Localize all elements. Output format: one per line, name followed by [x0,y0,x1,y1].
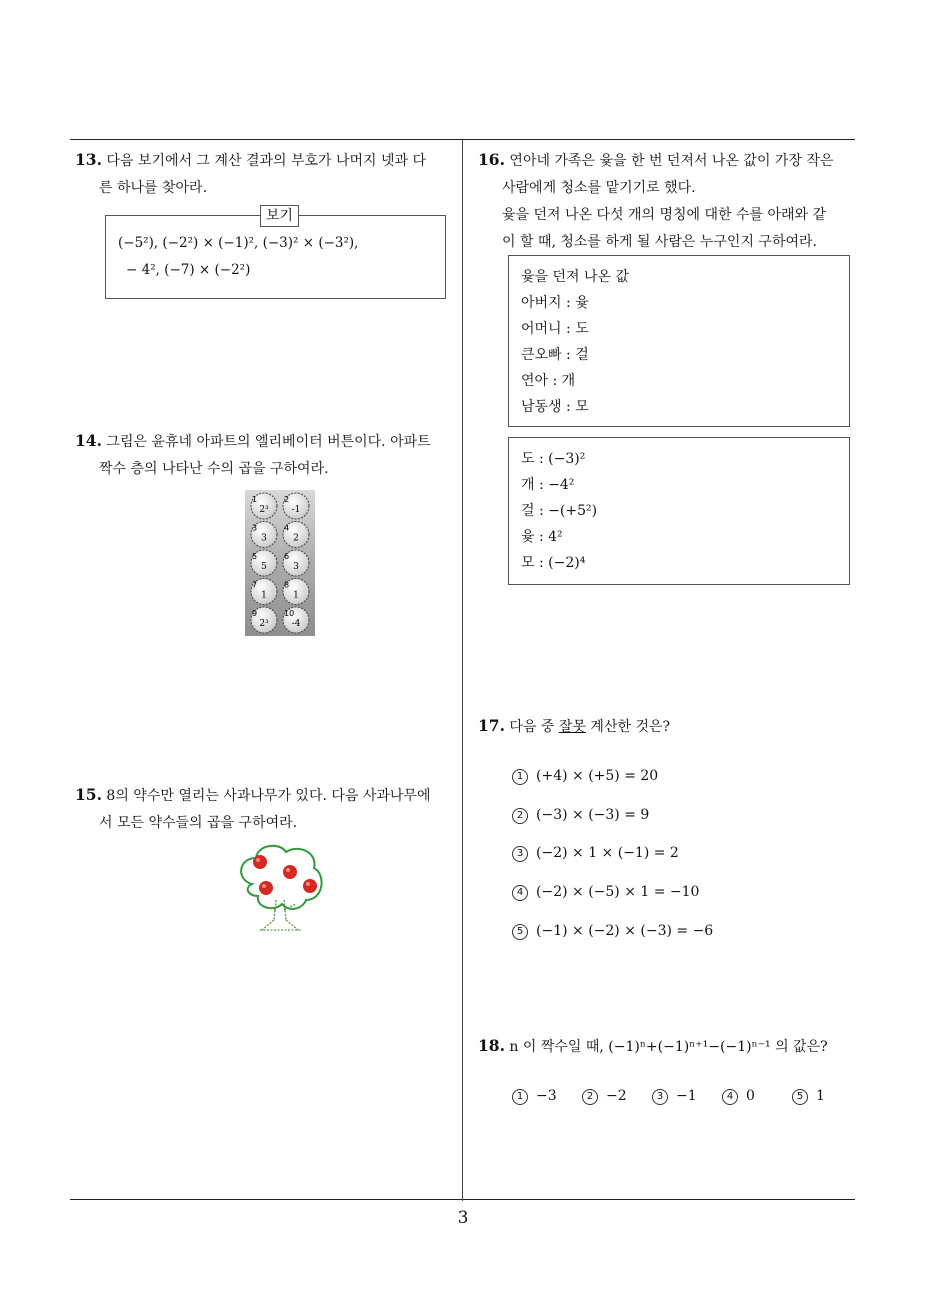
example-box-title: 보기 [260,205,299,227]
column-divider [462,139,463,1201]
box-line: 윷을 던져 나온 값 [521,269,630,285]
elevator-button [251,550,277,576]
box-line: 개 : −4² [521,477,575,493]
question-text: 서 모든 약수들의 곱을 구하여라. [99,815,298,831]
circled-number: 1 [512,1089,528,1105]
choice-text: 1 [816,1088,825,1104]
button-value: -1 [291,505,301,515]
floor-label: 10 [284,609,295,618]
apple-icon [253,855,267,869]
question-number: 15. [75,785,102,804]
button-value: 3 [293,562,299,572]
button-value: 1 [261,590,267,601]
button-value: 2³ [259,505,269,515]
question-text: n 이 짝수일 때, (−1)ⁿ+(−1)ⁿ⁺¹−(−1)ⁿ⁻¹ 의 값은? [509,1039,828,1055]
box-line: 큰오빠 : 걸 [521,347,589,363]
choice-text: −1 [676,1088,697,1104]
box-line: 남동생 : 모 [521,399,589,415]
question-number: 13. [75,150,102,169]
button-value: -4 [291,619,301,629]
box-line: 연아 : 개 [521,373,576,389]
choice-1[interactable] [512,768,658,785]
elevator-button [251,493,277,519]
example-line: (−5²), (−2²) × (−1)², (−3)² × (−3²), [118,235,359,251]
elevator-buttons-image [245,490,315,636]
choice-2[interactable] [512,807,649,824]
question-number: 17. [478,716,505,735]
elevator-button [251,522,277,548]
elevator-button [283,550,309,576]
question-text: 이 할 때, 청소를 하게 될 사람은 누구인지 구하여라. [502,234,817,250]
button-value: 2³ [259,619,269,629]
floor-label: 5 [252,552,258,561]
question-number: 14. [75,431,102,450]
floor-label: 8 [284,580,290,590]
circled-number: 3 [512,846,528,862]
choice-text: (−1) × (−2) × (−3) = −6 [536,923,714,939]
box-line: 아버지 : 윷 [521,295,589,311]
floor-label: 3 [252,523,258,533]
floor-label: 1 [252,495,258,504]
choice-text: (−2) × (−5) × 1 = −10 [536,884,700,900]
question-text: 그림은 윤휴네 아파트의 엘리베이터 버튼이다. 아파트 [106,434,431,450]
underlined-word: 잘못 [558,719,586,735]
choice-text: −3 [536,1088,557,1104]
tree-canopy [241,846,321,909]
circled-number: 3 [652,1089,668,1105]
question-text: 8의 약수만 열리는 사과나무가 있다. 다음 사과나무에 [106,788,431,804]
button-value: 3 [261,533,267,544]
question-text: 른 하나를 찾아라. [99,180,208,196]
box-line: 걸 : −(+5²) [521,503,598,519]
question-text: 사람에게 청소를 맡기기로 했다. [502,180,696,196]
elevator-button [283,522,309,548]
question-number: 18. [478,1036,505,1055]
question-text: 다음 중 [509,719,559,735]
button-value: 2 [293,533,299,544]
floor-label: 2 [284,495,290,504]
question-16 [478,146,863,256]
floor-label: 6 [284,552,290,561]
choice-3[interactable] [512,845,679,862]
example-line: − 4², (−7) × (−2²) [126,262,251,278]
question-17 [478,712,863,741]
floor-label: 7 [252,580,258,590]
box-line: 어머니 : 도 [521,321,589,337]
choice-4[interactable] [722,1088,755,1105]
question-13 [75,146,460,202]
apple-tree-image [232,840,328,932]
circled-number: 5 [512,924,528,940]
circled-number: 2 [512,808,528,824]
circled-number: 4 [512,885,528,901]
question-text: 짝수 층의 나타난 수의 곱을 구하여라. [99,461,329,477]
floor-label: 4 [284,523,290,533]
choice-1[interactable] [512,1088,557,1105]
choice-3[interactable] [652,1088,697,1105]
apple-icon [283,865,297,879]
choice-text: (+4) × (+5) = 20 [536,768,659,784]
choice-text: −2 [606,1088,627,1104]
button-value: 1 [293,590,299,601]
circled-number: 5 [792,1089,808,1105]
box-line: 도 : (−3)² [521,451,586,467]
box-line: 모 : (−2)⁴ [521,555,586,571]
circled-number: 4 [722,1089,738,1105]
question-text: 연아네 가족은 윷을 한 번 던져서 나온 값이 가장 작은 [509,153,834,169]
choice-5[interactable] [792,1088,825,1105]
choice-2[interactable] [582,1088,627,1105]
yut-values-box [508,437,850,585]
button-value: 5 [261,562,267,572]
choice-4[interactable] [512,884,699,901]
elevator-button [251,579,277,605]
choice-text: (−3) × (−3) = 9 [536,807,650,823]
question-text: 계산한 것은? [585,719,670,735]
page-number: 3 [457,1208,469,1228]
question-14 [75,427,460,483]
elevator-button [283,493,309,519]
question-18 [478,1032,863,1061]
circled-number: 1 [512,769,528,785]
question-15 [75,781,460,837]
floor-label: 9 [252,609,258,618]
elevator-button [283,607,309,633]
circled-number: 2 [582,1089,598,1105]
question-number: 16. [478,150,505,169]
choice-text: 0 [746,1088,755,1104]
choice-5[interactable] [512,923,713,940]
question-text: 윷을 던져 나온 다섯 개의 명칭에 대한 수를 아래와 같 [502,207,827,223]
question-text: 다음 보기에서 그 계산 결과의 부호가 나머지 넷과 다 [106,153,427,169]
box-line: 윷 : 4² [521,529,563,545]
apple-icon [259,881,273,895]
apple-icon [303,879,317,893]
elevator-button [283,579,309,605]
choice-text: (−2) × 1 × (−1) = 2 [536,845,679,861]
example-box [105,208,446,299]
yut-assignment-box [508,255,850,427]
elevator-button [251,607,277,633]
